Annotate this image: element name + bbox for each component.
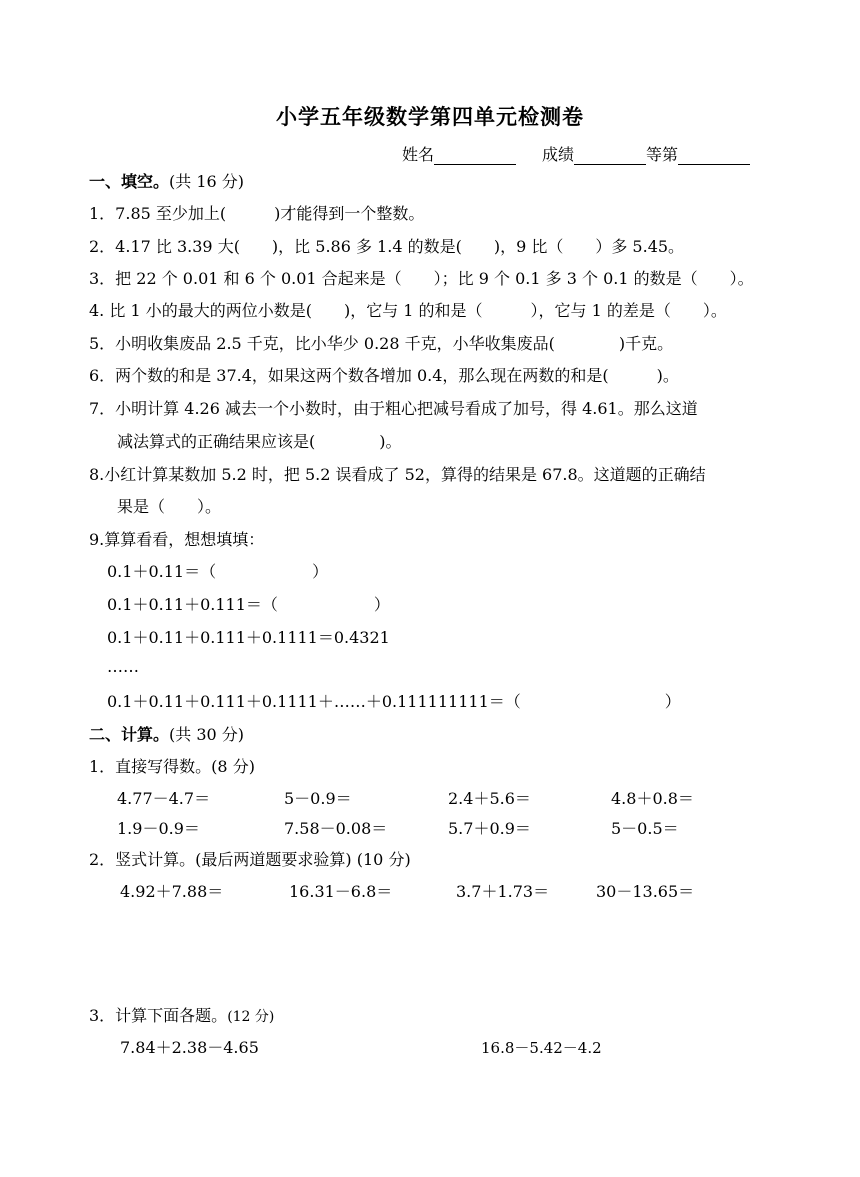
calc-item: 4.8＋0.8＝ [611,789,694,808]
vertical-calc-item: 3.7＋1.73＝ [456,882,550,901]
part2-title: 2．竖式计算。(最后两道题要求验算) (10 分) [89,850,411,869]
question-4: 4. 比 1 小的最大的两位小数是( )，它与 1 的和是（ ），它与 1 的差是（ ）。 [89,301,727,320]
calc-item: 5－0.5＝ [611,819,679,838]
question-6: 6．两个数的和是 37.4，如果这两个数各增加 0.4，那么现在两数的和是( )。 [89,366,679,385]
vertical-calc-item: 4.92＋7.88＝ [120,882,224,901]
calc-item: 1.9－0.9＝ [117,819,200,838]
calc-item: 7.58－0.08＝ [284,819,388,838]
calc-item: 2.4＋5.6＝ [448,789,531,808]
question-9-intro: 9.算算看看，想想填填： [89,530,265,549]
section2-heading [89,725,244,745]
mixed-calc-item: 7.84＋2.38－4.65 [120,1038,259,1057]
vertical-calc-item: 16.31－6.8＝ [289,882,393,901]
calc-item: 4.77－4.7＝ [117,789,211,808]
question-3: 3．把 22 个 0.01 和 6 个 0.01 合起来是（ ）；比 9 个 0.1 多 3 个 0.1 的数是（ ）。 [89,269,754,288]
calc-item: 5－0.9＝ [284,789,352,808]
question-5: 5．小明收集废品 2.5 千克，比小华少 0.28 千克，小华收集废品( )千克。 [89,334,674,353]
part3-title [89,1006,274,1027]
mixed-calc-item: 16.8－5.42－4.2 [481,1039,602,1057]
question-9-line3: 0.1＋0.11＋0.111＋0.1111＝0.4321 [107,628,390,647]
page-title: 小学五年级数学第四单元检测卷 [276,104,584,129]
vertical-calc-item: 30－13.65＝ [596,882,695,901]
question-9-line5: 0.1＋0.11＋0.111＋0.1111＋……＋0.111111111＝（ ） [107,692,681,711]
section1-heading [89,172,244,192]
section1-heading-bold: 一、填空。 [89,172,170,191]
question-7-line1: 7．小明计算 4.26 减去一个小数时，由于粗心把减号看成了加号，得 4.61。那么这道 [89,399,698,418]
section1-heading-points: (共 16 分) [169,172,245,191]
question-2: 2．4.17 比 3.39 大( )，比 5.86 多 1.4 的数是( )，9 比（ ）多 5.45。 [89,237,685,256]
student-info [402,142,750,165]
question-8-line2: 果是（ ）。 [117,497,222,516]
score-blank[interactable] [574,148,646,165]
question-9-line1: 0.1＋0.11＝（ ） [107,562,329,581]
name-blank[interactable] [434,148,516,165]
question-9-ellipsis: …… [107,657,139,676]
question-9-line2: 0.1＋0.11＋0.111＝（ ） [107,595,390,614]
grade-label: 等第 [646,145,679,164]
section2-heading-points: (共 30 分) [169,725,245,744]
score-label: 成绩 [542,145,575,164]
question-1: 1．7.85 至少加上( )才能得到一个整数。 [89,204,425,223]
part3-title-points: (12 分) [227,1009,275,1025]
part3-title-main: 3．计算下面各题。 [89,1006,228,1025]
part1-title: 1．直接写得数。(8 分) [89,757,255,776]
name-label: 姓名 [402,145,435,164]
question-8-line1: 8.小红计算某数加 5.2 时，把 5.2 误看成了 52，算得的结果是 67.8。这道题的正确结 [89,465,706,484]
calc-item: 5.7＋0.9＝ [448,819,531,838]
section2-heading-bold: 二、计算。 [89,725,170,744]
question-7-line2: 减法算式的正确结果应该是( )。 [117,432,402,451]
grade-blank[interactable] [678,148,750,165]
